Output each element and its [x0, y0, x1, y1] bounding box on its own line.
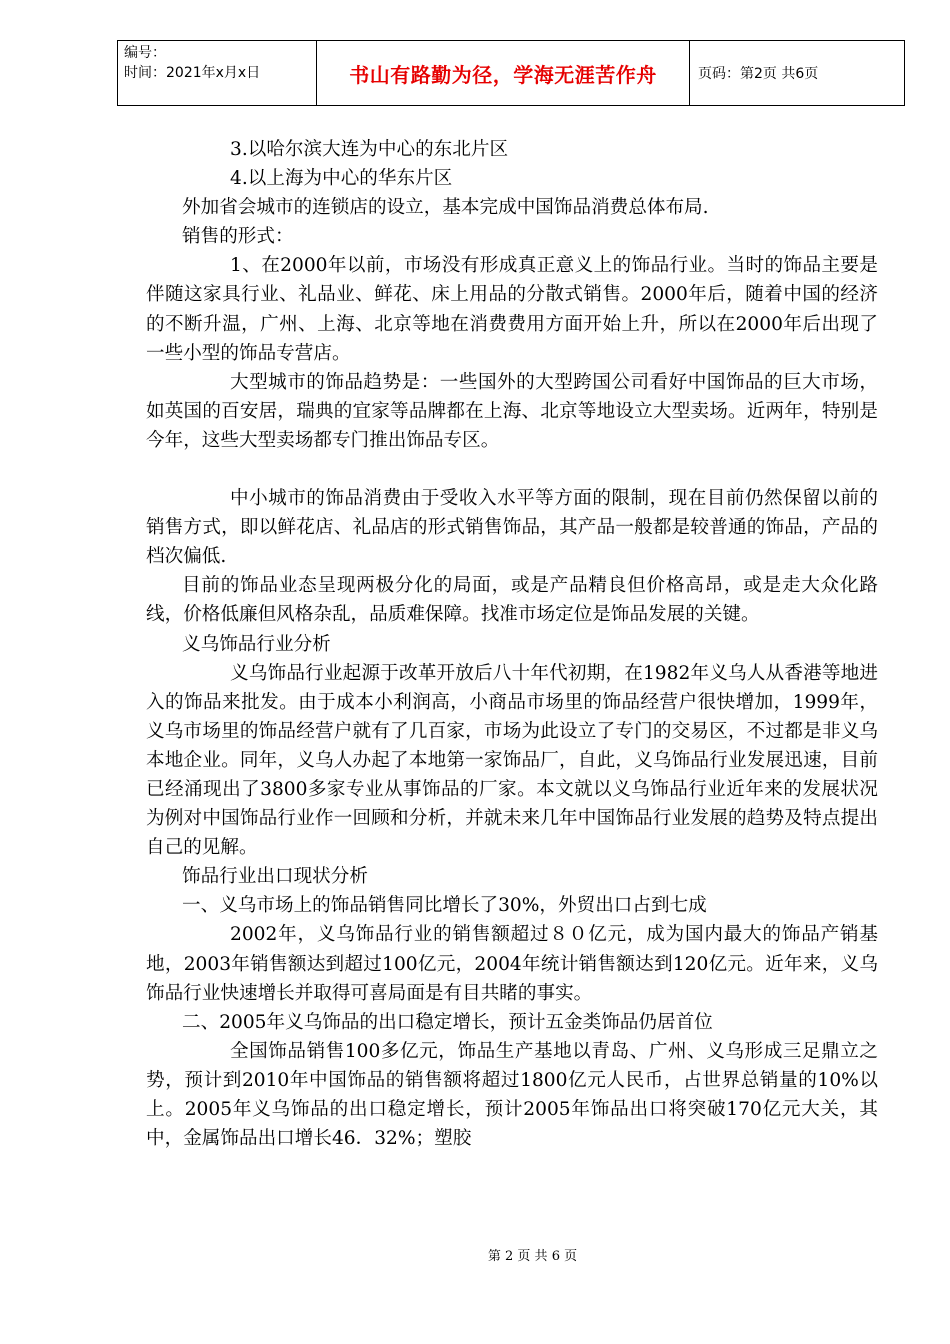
- number-label: 编号：: [124, 45, 166, 61]
- header-page-label: 页码：第2页 共6页: [698, 66, 819, 82]
- paragraph: 3.以哈尔滨大连为中心的东北片区: [230, 139, 509, 160]
- document-body: [146, 135, 878, 1153]
- section-label: 销售的形式：: [182, 226, 294, 248]
- subsection-heading: 二、2005年义乌饰品的出口稳定增长，预计五金类饰品仍居首位: [182, 1011, 713, 1033]
- time-label: 时间：2021年x月x日: [124, 65, 261, 81]
- paragraph: 4.以上海为中心的华东片区: [230, 168, 453, 190]
- paragraph: 目前的饰品业态呈现两极分化的局面，或是产品精良但价格高昂，或是走大众化路线，价格低廉但风格杂乱，品质难保障。找准市场定位是饰品发展的关键。: [146, 575, 878, 626]
- paragraph: 1、在2000年以前，市场没有形成真正意义上的饰品行业。当时的饰品主要是伴随这家具行业、礼品业、鲜花、床上用品的分散式销售。2000年后，随着中国的经济的不断升温，广州、上海、北京等地在消费费用方面开始上升，所以在2000年后出现了一些小型的饰品专营店。: [146, 255, 878, 364]
- paragraph: 大型城市的饰品趋势是：一些国外的大型跨国公司看好中国饰品的巨大市场，如英国的百安居，瑞典的宜家等品牌都在上海、北京等地设立大型卖场。近两年，特别是今年，这些大型卖场都专门推出饰品专区。: [146, 371, 878, 451]
- header-motto: 书山有路勤为径，学海无涯苦作舟: [317, 41, 690, 105]
- section-heading: 饰品行业出口现状分析: [182, 866, 368, 888]
- document-header: [117, 40, 905, 106]
- subsection-heading: 一、义乌市场上的饰品销售同比增长了30%，外贸出口占到七成: [182, 895, 707, 917]
- section-heading: 义乌饰品行业分析: [182, 633, 331, 655]
- header-meta-cell: [118, 41, 317, 105]
- paragraph: 中小城市的饰品消费由于受收入水平等方面的限制，现在目前仍然保留以前的销售方式，即以鲜花店、礼品店的形式销售饰品，其产品一般都是较普通的饰品，产品的档次偏低.: [146, 488, 878, 568]
- blank-line: [146, 455, 878, 484]
- paragraph: 外加省会城市的连锁店的设立，基本完成中国饰品消费总体布局.: [182, 197, 709, 219]
- paragraph: 义乌饰品行业起源于改革开放后八十年代初期，在1982年义乌人从香港等地进入的饰品来批发。由于成本小利润高，小商品市场里的饰品经营户很快增加，1999年，义乌市场里的饰品经营户就有了几百家，市场为此设立了专门的交易区，不过都是非义乌本地企业。同年，义乌人办起了本地第一家饰品厂，自此，义乌饰品行业发展迅速，目前已经涌现出了3800多家专业从事饰品的厂家。本文就以义乌饰品行业近年来的发展状况为例对中国饰品行业作一回顾和分析，并就未来几年中国饰品行业发展的趋势及特点提出自己的见解。: [146, 662, 878, 859]
- page-footer: 第 2 页 共 6 页: [487, 1249, 578, 1264]
- paragraph: 全国饰品销售100多亿元，饰品生产基地以青岛、广州、义乌形成三足鼎立之势，预计到2010年中国饰品的销售额将超过1800亿元人民币，占世界总销量的10%以上。2005年义乌饰品的出口稳定增长，预计2005年饰品出口将突破170亿元大关，其中，金属饰品出口增长46．32%；塑胶: [146, 1040, 878, 1150]
- paragraph: 2002年，义乌饰品行业的销售额超过８０亿元，成为国内最大的饰品产销基地，2003年销售额达到超过100亿元，2004年统计销售额达到120亿元。近年来，义乌饰品行业快速增长并取得可喜局面是有目共睹的事实。: [146, 924, 878, 1004]
